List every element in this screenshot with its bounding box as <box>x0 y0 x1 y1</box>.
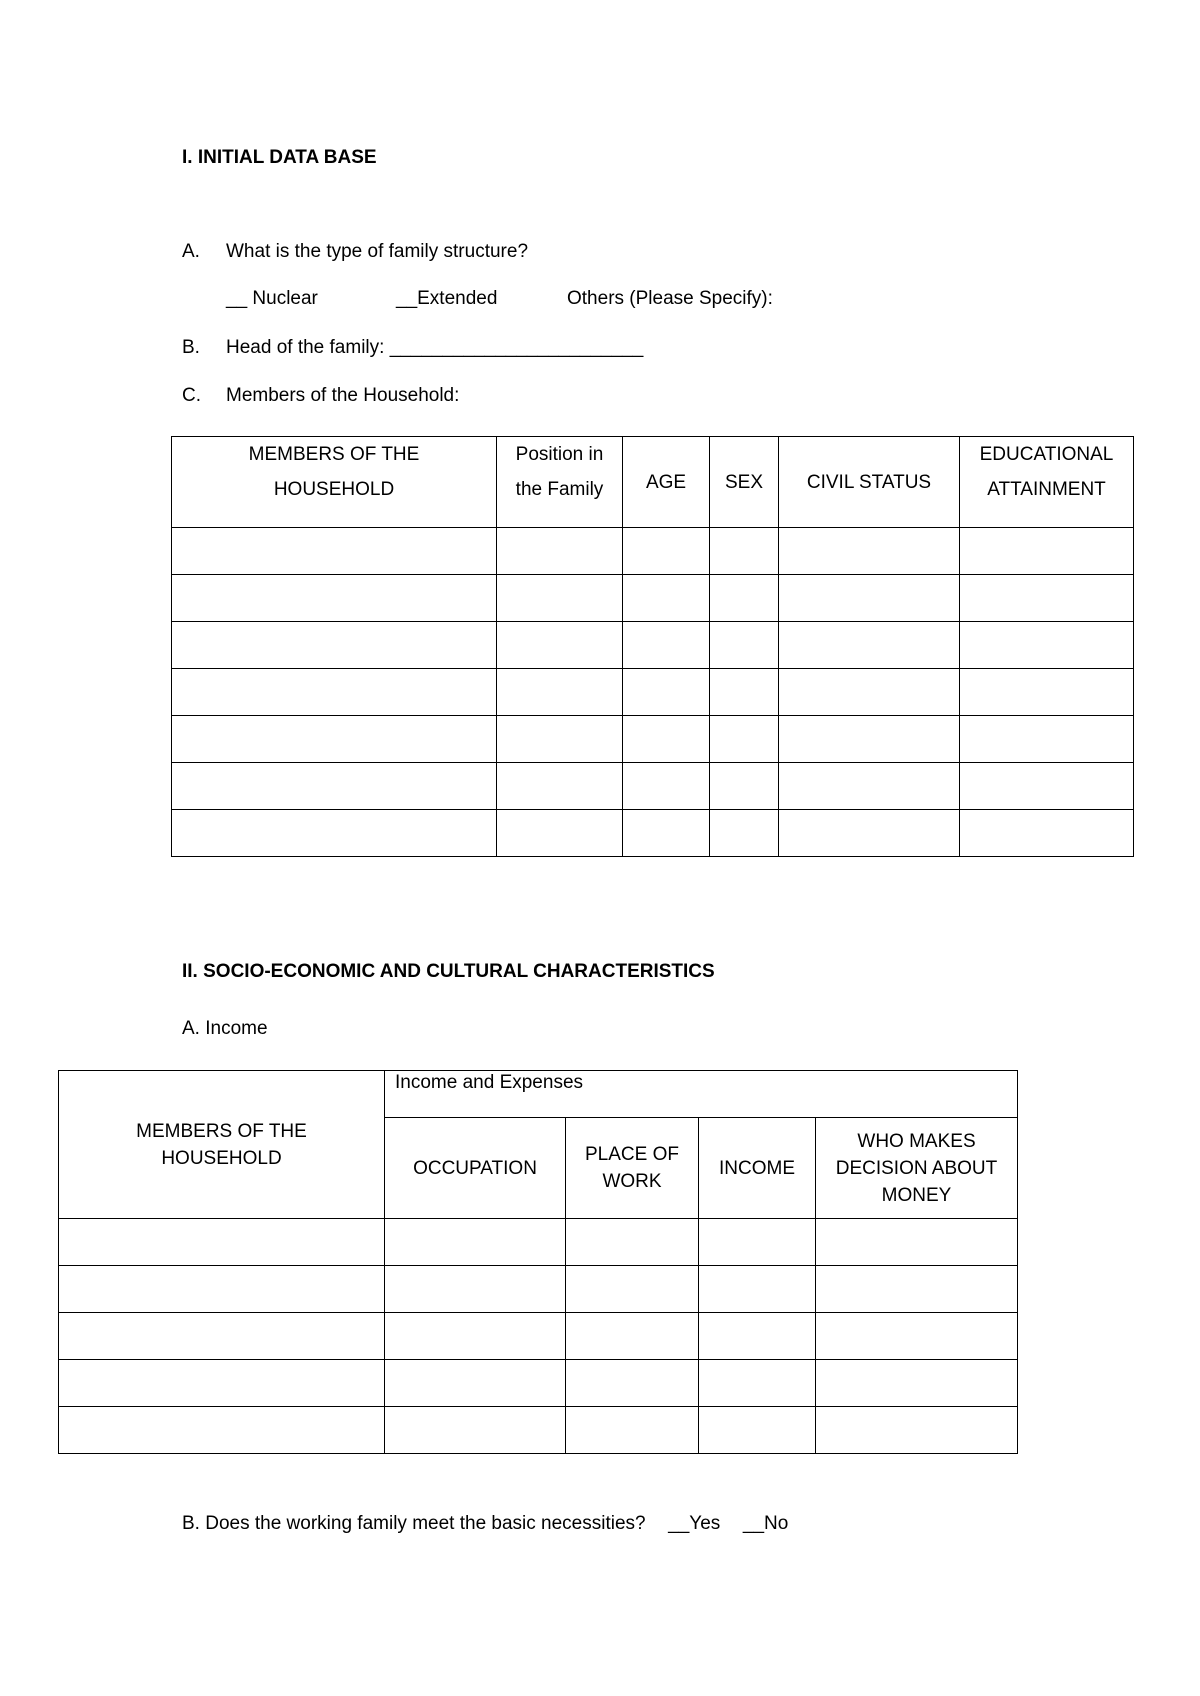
question-c-letter: C. <box>182 385 201 406</box>
table-row <box>59 1407 1018 1454</box>
table-cell[interactable] <box>960 810 1134 857</box>
table-cell[interactable] <box>960 622 1134 669</box>
table-cell[interactable] <box>699 1407 816 1454</box>
table-cell[interactable] <box>172 669 497 716</box>
table-cell[interactable] <box>172 763 497 810</box>
income-subheading: A. Income <box>182 1018 268 1039</box>
header-civil-status <box>779 437 960 528</box>
table-cell[interactable] <box>172 810 497 857</box>
header-sex <box>710 437 779 528</box>
table-cell[interactable] <box>172 716 497 763</box>
header-position-line2: the Family <box>515 479 604 500</box>
header-age-label: AGE <box>645 471 687 493</box>
header-age <box>623 437 710 528</box>
table-row <box>172 575 1134 622</box>
table-cell[interactable] <box>816 1313 1018 1360</box>
header-education-line1: EDUCATIONAL <box>979 444 1114 465</box>
table-row <box>172 622 1134 669</box>
question-a-letter: A. <box>182 241 200 262</box>
question-basic-necessities <box>182 1513 788 1535</box>
table-cell[interactable] <box>710 622 779 669</box>
table-cell[interactable] <box>497 528 623 575</box>
table-cell[interactable] <box>566 1360 699 1407</box>
option-no[interactable]: __No <box>742 1513 789 1534</box>
question-c-text: Members of the Household: <box>226 385 460 406</box>
table-cell[interactable] <box>779 575 960 622</box>
table-cell[interactable] <box>960 763 1134 810</box>
table-cell[interactable] <box>710 810 779 857</box>
income-header-decision-line3: MONEY <box>881 1184 952 1206</box>
question-a-text: What is the type of family structure? <box>226 241 529 262</box>
header-members-line2: HOUSEHOLD <box>273 479 395 500</box>
table-cell[interactable] <box>779 622 960 669</box>
section-2-title: II. SOCIO-ECONOMIC AND CULTURAL CHARACTERISTICS <box>182 961 715 982</box>
table-row <box>59 1360 1018 1407</box>
income-header-place-line2: WORK <box>602 1171 662 1192</box>
income-header-row-1 <box>59 1071 1018 1118</box>
table-cell[interactable] <box>59 1219 385 1266</box>
table-cell[interactable] <box>385 1219 566 1266</box>
table-header-row <box>172 437 1134 528</box>
table-row <box>172 810 1134 857</box>
table-cell[interactable] <box>960 528 1134 575</box>
table-cell[interactable] <box>172 575 497 622</box>
table-row <box>172 716 1134 763</box>
header-position-line1: Position in <box>515 444 604 465</box>
header-education-line2: ATTAINMENT <box>987 479 1106 500</box>
table-cell[interactable] <box>623 669 710 716</box>
table-cell[interactable] <box>623 622 710 669</box>
section-1-title: I. INITIAL DATA BASE <box>182 147 377 168</box>
header-members-line1: MEMBERS OF THE <box>248 444 420 465</box>
table-cell[interactable] <box>816 1407 1018 1454</box>
table-cell[interactable] <box>816 1219 1018 1266</box>
table-cell[interactable] <box>960 669 1134 716</box>
table-cell[interactable] <box>385 1407 566 1454</box>
income-header-members-line1: MEMBERS OF THE <box>136 1120 307 1142</box>
table-cell[interactable] <box>172 528 497 575</box>
header-educational-attainment <box>960 437 1134 528</box>
table-cell[interactable] <box>623 763 710 810</box>
income-header-group: Income and Expenses <box>385 1071 1018 1118</box>
table-row <box>59 1219 1018 1266</box>
table-cell[interactable] <box>566 1219 699 1266</box>
income-header-occupation-label: OCCUPATION <box>413 1157 537 1179</box>
income-header-members <box>59 1071 385 1219</box>
table-cell[interactable] <box>816 1266 1018 1313</box>
question-a <box>182 241 528 263</box>
table-cell[interactable] <box>710 528 779 575</box>
table-cell[interactable] <box>385 1360 566 1407</box>
table-cell[interactable] <box>59 1407 385 1454</box>
income-header-members-line2: HOUSEHOLD <box>161 1147 282 1169</box>
table-row <box>59 1266 1018 1313</box>
table-cell[interactable] <box>59 1313 385 1360</box>
header-position-in-family <box>497 437 623 528</box>
header-sex-label: SEX <box>724 471 764 493</box>
table-cell[interactable] <box>699 1313 816 1360</box>
table-cell[interactable] <box>385 1266 566 1313</box>
household-members-table <box>171 436 1134 857</box>
table-cell[interactable] <box>623 528 710 575</box>
table-cell[interactable] <box>710 716 779 763</box>
table-cell[interactable] <box>497 716 623 763</box>
table-cell[interactable] <box>710 763 779 810</box>
income-header-decision-line2: DECISION ABOUT <box>835 1157 998 1179</box>
head-of-family-field[interactable]: Head of the family: ________________________ <box>226 337 644 358</box>
table-cell[interactable] <box>623 716 710 763</box>
table-cell[interactable] <box>623 575 710 622</box>
option-yes[interactable]: __Yes <box>668 1513 721 1534</box>
question-b <box>182 337 643 359</box>
table-cell[interactable] <box>816 1360 1018 1407</box>
question-c <box>182 385 459 407</box>
option-nuclear[interactable]: __ Nuclear <box>226 288 318 309</box>
table-cell[interactable] <box>497 810 623 857</box>
income-table <box>58 1070 1018 1454</box>
table-cell[interactable] <box>779 763 960 810</box>
table-cell[interactable] <box>497 763 623 810</box>
option-others[interactable]: Others (Please Specify): <box>567 288 773 309</box>
table-row <box>172 763 1134 810</box>
table-cell[interactable] <box>710 575 779 622</box>
table-cell[interactable] <box>710 669 779 716</box>
table-cell[interactable] <box>699 1219 816 1266</box>
table-cell[interactable] <box>59 1266 385 1313</box>
table-cell[interactable] <box>566 1407 699 1454</box>
table-cell[interactable] <box>779 716 960 763</box>
table-cell[interactable] <box>779 528 960 575</box>
table-row <box>172 669 1134 716</box>
table-cell[interactable] <box>566 1313 699 1360</box>
table-cell[interactable] <box>385 1313 566 1360</box>
table-cell[interactable] <box>497 575 623 622</box>
table-row <box>59 1313 1018 1360</box>
table-cell[interactable] <box>779 669 960 716</box>
table-cell[interactable] <box>699 1360 816 1407</box>
income-header-decision-line1: WHO MAKES <box>857 1130 976 1152</box>
table-cell[interactable] <box>623 810 710 857</box>
income-header-occupation <box>385 1118 566 1219</box>
income-header-place-of-work <box>566 1118 699 1219</box>
table-cell[interactable] <box>497 669 623 716</box>
table-row <box>172 528 1134 575</box>
table-cell[interactable] <box>960 575 1134 622</box>
question-b-letter: B. <box>182 337 200 358</box>
table-cell[interactable] <box>960 716 1134 763</box>
table-cell[interactable] <box>497 622 623 669</box>
basic-necessities-text: B. Does the working family meet the basic necessities? <box>182 1513 646 1534</box>
table-cell[interactable] <box>172 622 497 669</box>
income-header-income-label: INCOME <box>719 1157 795 1179</box>
header-members-of-household <box>172 437 497 528</box>
table-cell[interactable] <box>566 1266 699 1313</box>
header-civil-status-label: CIVIL STATUS <box>806 471 932 493</box>
income-header-place-line1: PLACE OF <box>585 1144 679 1165</box>
option-extended[interactable]: __Extended <box>396 288 498 309</box>
income-header-income <box>699 1118 816 1219</box>
table-cell[interactable] <box>779 810 960 857</box>
income-header-decision-maker <box>816 1118 1018 1219</box>
table-cell[interactable] <box>59 1360 385 1407</box>
table-cell[interactable] <box>699 1266 816 1313</box>
